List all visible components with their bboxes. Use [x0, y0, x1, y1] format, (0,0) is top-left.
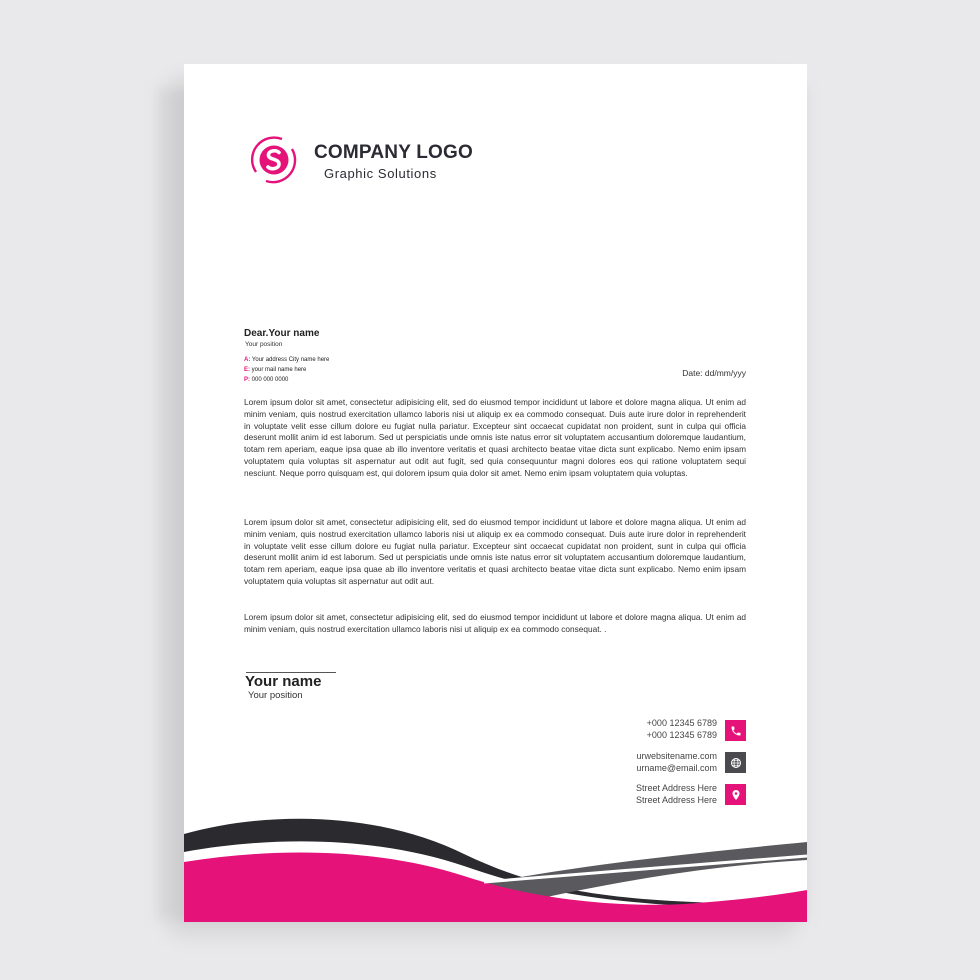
body-paragraph-2: Lorem ipsum dolor sit amet, consectetur adipisicing elit, sed do eiusmod tempor incididunt ut labore et dolore magna aliqua. Ut enim ad minim veniam, quis nostrud exercitation ullamco laboris nisi ut aliquip ex ea commodo consequat. Duis aute irure dolor in reprehenderit in voluptate velit esse cillum dolore eu fugiat nulla pariatur. Excepteur sint occaecat cupidatat non proident, sunt in culpa qui officia deserunt mollit anim id est laborum. Sed ut perspiciatis unde omnis iste natus error sit voluptatem accusantium doloremque laudantium, totam rem aperiam, eaque ipsa quae ab illo inventore veritatis et quasi architecto beatae vitae dicta sunt explicabo. Nemo enim ipsam voluptatem quia voluptas sit aspernatur aut odit aut. — [244, 517, 746, 586]
street-1: Street Address Here — [635, 783, 717, 793]
phone-1: +000 12345 6789 — [646, 718, 717, 728]
body-paragraph-3: Lorem ipsum dolor sit amet, consectetur adipisicing elit, sed do eiusmod tempor incididunt ut labore et dolore magna aliqua. Ut enim ad minim veniam, quis nostrud exercitation ullamco laboris nisi ut aliquip ex ea commodo consequat. . — [244, 612, 746, 634]
body-paragraph-1: Lorem ipsum dolor sit amet, consectetur adipisicing elit, sed do eiusmod tempor incididunt ut labore et dolore magna aliqua. Ut enim ad minim veniam, quis nostrud exercitation ullamco laboris nisi ut aliquip ex ea commodo consequat. Duis aute irure dolor in reprehenderit in voluptate velit esse cillum dolore eu fugiat nulla pariatur. Excepteur sint occaecat cupidatat non proident, sunt in culpa qui officia deserunt mollit anim id est laborum. Sed ut perspiciatis unde omnis iste natus error sit voluptatem accusantium doloremque laudantium, totam rem aperiam, eaque ipsa quae ab illo inventore veritatis et quasi architecto beatae vitae dicta sunt explicabo. Nemo enim ipsam voluptatem quia voluptas sit aspernatur aut odit aut fugit, sed quia consequuntur magni dolores eos qui ratione voluptatem sequi nesciunt. Neque porro quisquam est, qui dolorem ipsum quia dolor sit amet. Nemo enim ipsam voluptatem quia voluptas. — [244, 397, 746, 478]
contact-phones — [647, 717, 717, 741]
company-name: COMPANY LOGO — [314, 142, 473, 163]
recipient-phone: P: 000 000 0000 — [244, 377, 289, 383]
recipient-position: Your position — [245, 341, 283, 348]
recipient-email: E: your mail name here — [244, 367, 307, 373]
letter-date: Date: dd/mm/yyy — [682, 368, 746, 378]
website: urwebsitename.com — [636, 751, 717, 761]
contact-address — [636, 782, 717, 806]
signature-position: Your position — [248, 690, 303, 701]
letterhead-page — [184, 64, 807, 922]
contact-web — [636, 750, 717, 774]
company-tagline: Graphic Solutions — [324, 166, 437, 181]
phone-icon — [725, 720, 746, 741]
greeting: Dear.Your name — [244, 328, 320, 339]
phone-2: +000 12345 6789 — [646, 730, 717, 740]
company-logo-icon — [246, 132, 302, 188]
street-2: Street Address Here — [635, 795, 717, 805]
globe-icon — [725, 752, 746, 773]
contact-email: urname@email.com — [636, 763, 717, 773]
recipient-address: A: Your address City name here — [244, 357, 330, 363]
footer-waves — [184, 804, 807, 922]
signature-name: Your name — [245, 673, 322, 690]
recipient-contact — [244, 355, 329, 385]
location-pin-icon — [725, 784, 746, 805]
